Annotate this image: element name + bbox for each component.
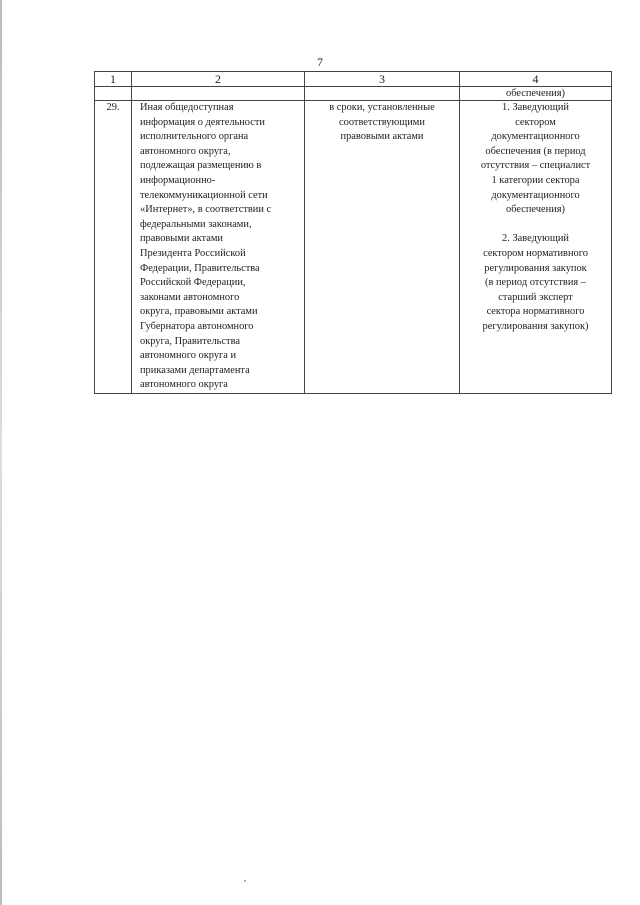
description-line: Иная общедоступная — [140, 102, 234, 113]
description-line: Российской Федерации, — [140, 277, 246, 289]
description-line: Губернатора автономного — [140, 320, 254, 332]
scan-edge — [0, 0, 2, 905]
continuation-cell-4: обеспечения) — [460, 87, 612, 101]
responsible-line: старший эксперт — [498, 291, 573, 303]
table-header-row — [95, 72, 612, 87]
responsible-line: обеспечения) — [506, 204, 565, 216]
continuation-cell-3 — [305, 87, 460, 101]
responsible-line: обеспечения (в период — [485, 145, 586, 157]
description-line: «Интернет», в соответствии с — [140, 204, 272, 216]
row-description — [132, 101, 305, 394]
responsible-line: регулирования закупок) — [482, 320, 589, 332]
responsible-line: отсутствия – специалист — [480, 160, 591, 172]
description-line: автономного округа, — [140, 145, 231, 157]
description-line: федеральными законами, — [140, 218, 252, 230]
description-line: телекоммуникационной сети — [140, 189, 268, 201]
document-table — [94, 71, 612, 394]
description-line: автономного округа — [140, 379, 228, 391]
row-number: 29. — [95, 101, 132, 394]
header-col-4: 4 — [460, 72, 612, 87]
table-row — [95, 101, 612, 394]
description-line: округа, правовыми актами — [140, 306, 258, 318]
header-col-1: 1 — [95, 72, 132, 87]
responsible-line: (в период отсутствия – — [485, 277, 586, 289]
description-line: подлежащая размещению в — [140, 160, 262, 172]
row-responsible — [460, 101, 612, 394]
responsible-line: сектора нормативного — [486, 306, 585, 318]
terms-line: правовыми актами — [340, 131, 424, 143]
responsible-line: сектором нормативного — [483, 247, 588, 259]
responsible-line: регулирования закупок — [484, 262, 587, 274]
continuation-row — [95, 87, 612, 101]
description-line: приказами департамента — [140, 364, 250, 376]
responsible-line: документационного — [491, 189, 580, 201]
page-number: 7 — [317, 55, 323, 69]
description-line: округа, Правительства — [140, 335, 240, 347]
continuation-cell-2 — [132, 87, 305, 101]
responsible-gap — [463, 218, 608, 233]
description-line: информация о деятельности — [140, 116, 265, 128]
description-line: законами автономного — [140, 291, 240, 303]
row-terms — [305, 101, 460, 394]
responsible-line: 1. Заведующий — [502, 102, 569, 113]
description-line: автономного округа и — [140, 350, 237, 362]
description-line: информационно- — [140, 174, 216, 186]
responsible-line: сектором — [515, 116, 556, 128]
continuation-cell-1 — [95, 87, 132, 101]
terms-line: в сроки, установленные — [329, 102, 435, 113]
description-line: исполнительного органа — [140, 131, 249, 143]
responsible-line: 1 категории сектора — [491, 174, 580, 186]
scan-speck — [244, 880, 246, 882]
header-col-3: 3 — [305, 72, 460, 87]
responsible-line: документационного — [491, 131, 580, 143]
description-line: Президента Российской — [140, 247, 246, 259]
description-line: Федерации, Правительства — [140, 262, 260, 274]
description-line: правовыми актами — [140, 233, 223, 245]
responsible-line: 2. Заведующий — [502, 233, 569, 245]
terms-line: соответствующими — [339, 116, 425, 128]
header-col-2: 2 — [132, 72, 305, 87]
